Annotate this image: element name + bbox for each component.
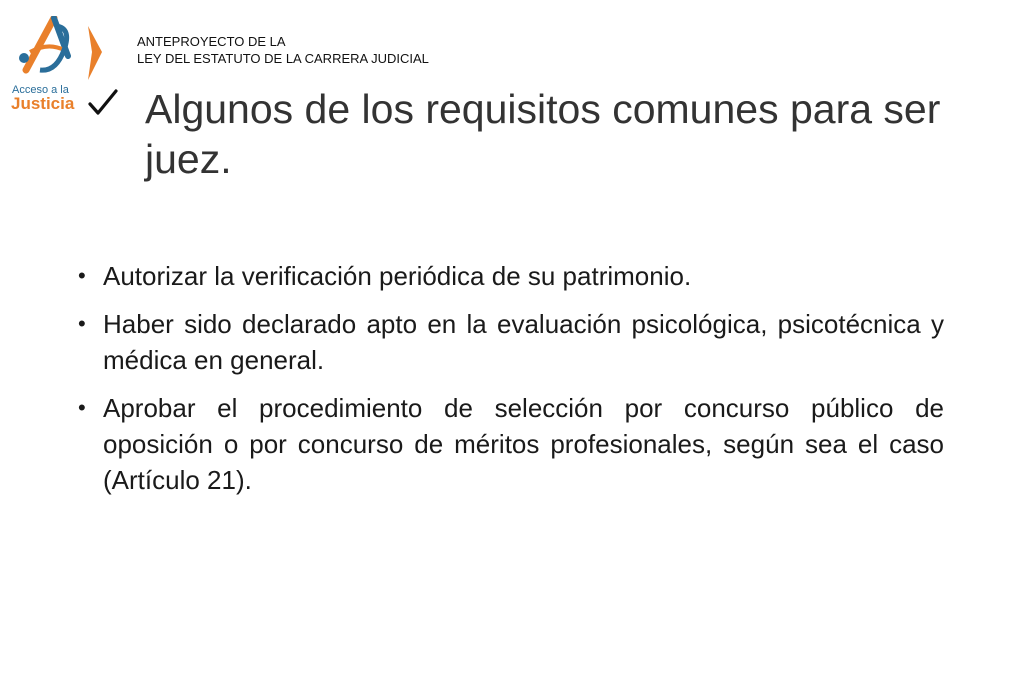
slide-title: Algunos de los requisitos comunes para ser juez.	[145, 86, 941, 182]
logo-text-acceso: Acceso a la	[12, 84, 69, 96]
list-item-text: Aprobar el procedimiento de selección por concurso público de oposición o por concurso de méritos profesionales, según sea el caso (Artículo 21).	[103, 393, 944, 495]
list-item	[78, 390, 944, 498]
list-item-text: Haber sido declarado apto en la evaluación psicológica, psicotécnica y médica en general.	[103, 309, 944, 375]
logo-text-justicia: Justicia	[11, 94, 75, 113]
requirements-list	[78, 258, 944, 510]
list-item-text: Autorizar la verificación periódica de su patrimonio.	[103, 261, 692, 291]
list-item	[78, 306, 944, 378]
bullet-icon: •	[78, 395, 86, 420]
bullet-icon: •	[78, 311, 86, 336]
header-line-1: ANTEPROYECTO DE LA	[137, 34, 286, 49]
header-note	[137, 33, 429, 67]
header-line-2: LEY DEL ESTATUTO DE LA CARRERA JUDICIAL	[137, 51, 429, 66]
checkmark-icon	[88, 88, 118, 118]
bullet-icon: •	[78, 263, 86, 288]
list-item	[78, 258, 944, 294]
